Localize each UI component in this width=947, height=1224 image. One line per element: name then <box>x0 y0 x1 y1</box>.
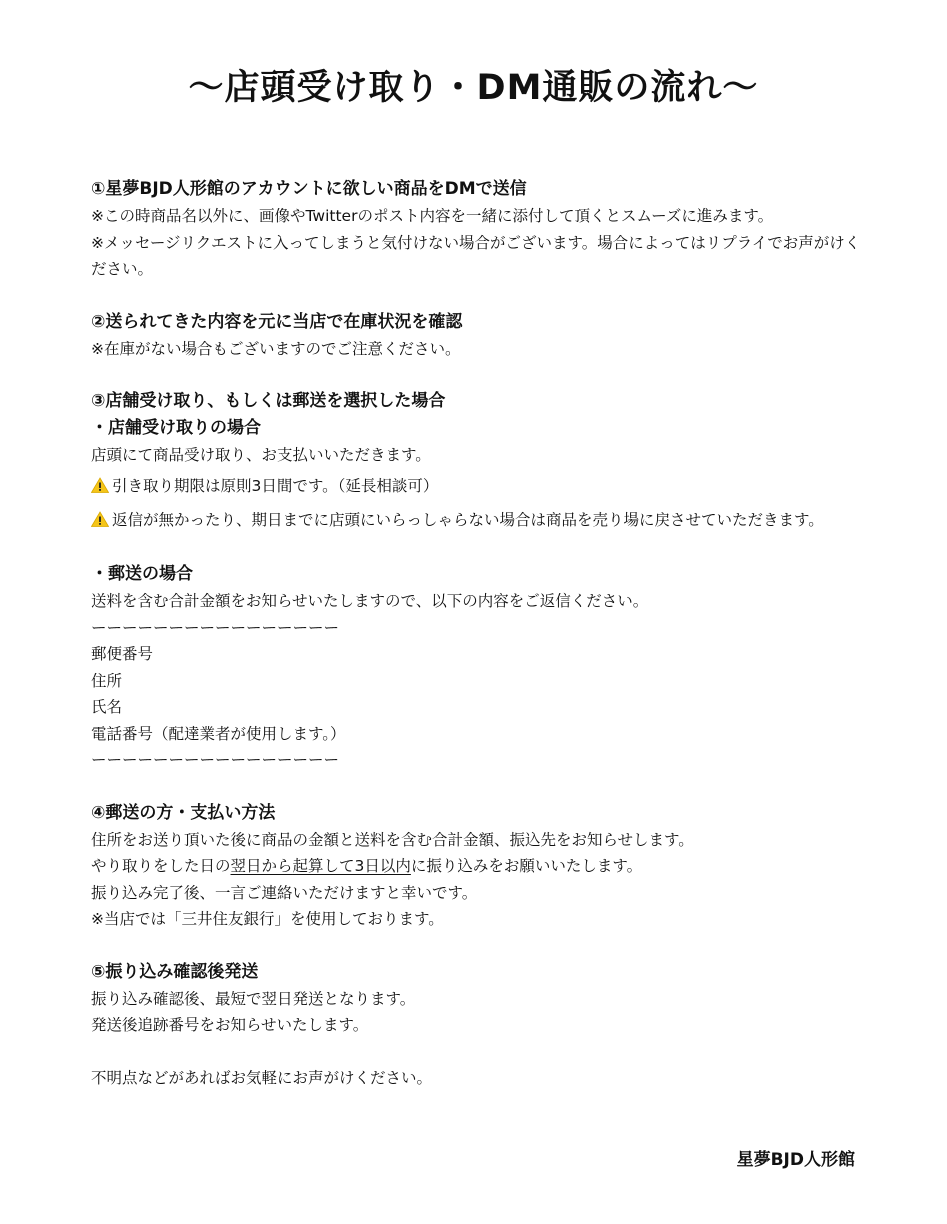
step-1-note-2: ※メッセージリクエストに入ってしまうと気付けない場合がございます。場合によってはリプライでお声がけください。 <box>91 233 861 278</box>
step-4-heading: ④郵送の方・支払い方法 <box>91 802 276 823</box>
step-4-underline-2: 起算して3日以内 <box>292 857 411 875</box>
warning-icon <box>91 511 109 527</box>
step-4-line-2-pre: やり取りをした日の <box>91 857 231 875</box>
step-3-heading: ③店舗受け取り、もしくは郵送を選択した場合 <box>91 391 446 411</box>
step-4-section <box>91 800 871 933</box>
store-pickup-text: 店頭にて商品受け取り、お支払いいただきます。 <box>91 446 431 464</box>
step-5-section <box>91 959 871 1039</box>
step-4-line-2-post: に振り込みをお願いいたします。 <box>410 857 643 875</box>
mail-heading: ・郵送の場合 <box>91 564 193 584</box>
field-name: 氏名 <box>91 698 123 716</box>
step-1-section <box>91 176 871 283</box>
mail-text: 送料を含む合計金額をお知らせいたしますので、以下の内容をご返信ください。 <box>91 592 649 610</box>
store-warning-1-text: 引き取り期限は原則3日間です。（延長相談可） <box>112 476 439 495</box>
store-warning-2-text: 返信が無かったり、期日までに店頭にいらっしゃらない場合は商品を売り場に戻させていただきます。 <box>112 511 824 529</box>
step-5-line-2: 発送後追跡番号をお知らせいたします。 <box>91 1016 369 1034</box>
warning-icon <box>91 477 109 493</box>
step-3-section <box>91 388 871 774</box>
field-postal-code: 郵便番号 <box>91 645 154 663</box>
step-5-heading: ⑤振り込み確認後発送 <box>91 961 259 982</box>
page-title: 〜店頭受け取り・DM通販の流れ〜 <box>188 68 759 108</box>
store-warning-1 <box>91 473 871 500</box>
step-4-line-4: ※当店では「三井住友銀行」を使用しております。 <box>91 910 444 928</box>
field-phone: 電話番号（配達業者が使用します。） <box>91 724 346 743</box>
step-2-heading: ②送られてきた内容を元に当店で在庫状況を確認 <box>91 311 463 332</box>
step-4-line-3: 振り込み完了後、一言ご連絡いただけますと幸いです。 <box>91 883 478 902</box>
field-address: 住所 <box>91 671 123 690</box>
step-1-heading: ①星夢BJD人形館のアカウントに欲しい商品をDMで送信 <box>91 179 527 199</box>
step-2-section <box>91 309 871 363</box>
store-warning-2 <box>91 505 871 535</box>
step-1-note-1: ※この時商品名以外に、画像やTwitterのポスト内容を一緒に添付して頂くとスムーズに進みます。 <box>91 207 774 225</box>
step-5-line-1: 振り込み確認後、最短で翌日発送となります。 <box>91 989 416 1008</box>
closing-text: 不明点などがあればお気軽にお声がけください。 <box>91 1068 433 1087</box>
step-4-underline-1: 翌日から <box>230 857 293 875</box>
store-pickup-heading: ・店舗受け取りの場合 <box>91 418 261 438</box>
divider-bottom: ーーーーーーーーーーーーーーーー <box>91 751 340 769</box>
content-body <box>91 176 871 1091</box>
divider-top: ーーーーーーーーーーーーーーーー <box>91 618 340 637</box>
step-4-line-1: 住所をお送り頂いた後に商品の金額と送料を含む合計金額、振込先をお知らせします。 <box>91 830 694 849</box>
step-4-line-2 <box>91 853 871 880</box>
step-2-note: ※在庫がない場合もございますのでご注意ください。 <box>91 339 461 358</box>
shop-signature: 星夢BJD人形館 <box>736 1150 855 1170</box>
